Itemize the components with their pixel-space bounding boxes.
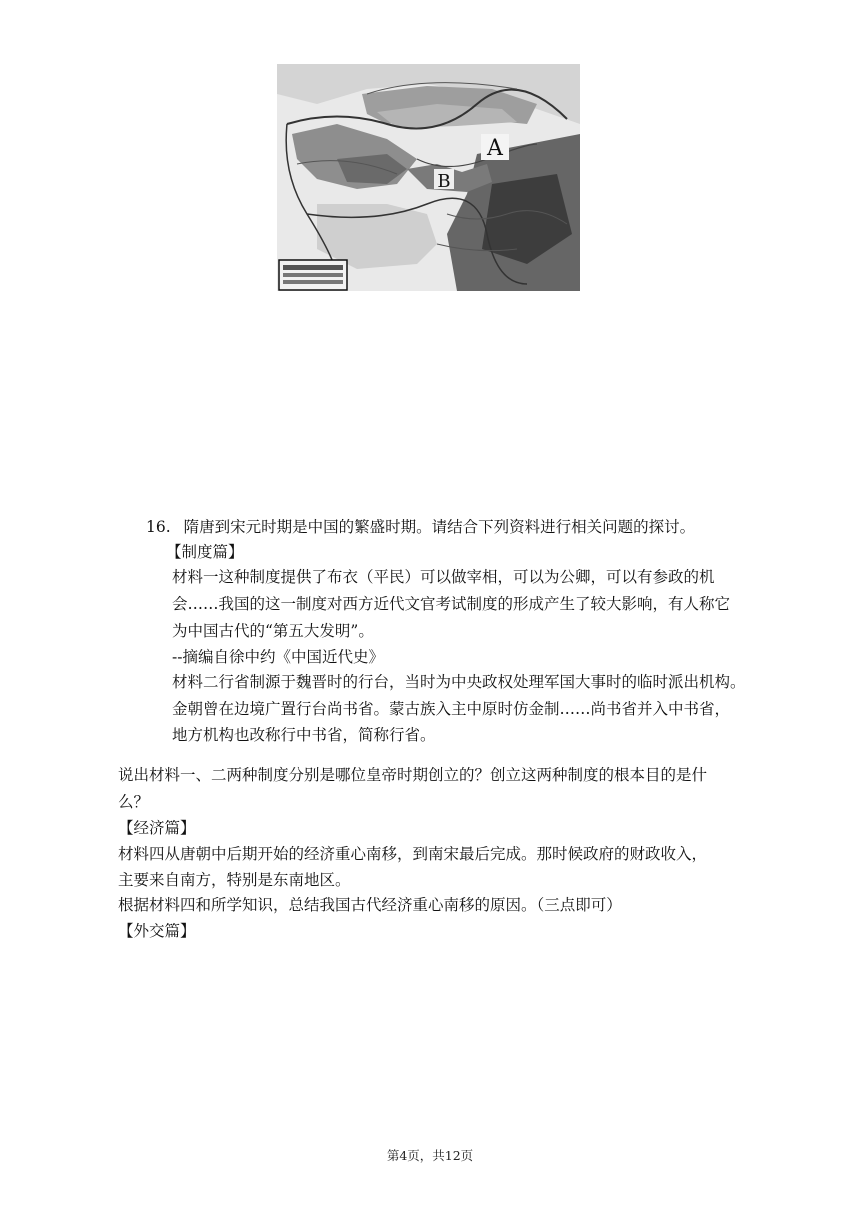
question-number: 16.	[146, 518, 171, 536]
material2-line3: 地方机构也改称行中书省，简称行省。	[172, 726, 436, 744]
question-ask1-line2: 么？	[118, 793, 150, 811]
section-heading-system: 【制度篇】	[166, 543, 244, 561]
material2-line1: 材料二行省制源于魏晋时的行台，当时为中央政权处理军国大事时的临时派出机构。	[172, 673, 746, 691]
historical-map-image	[277, 64, 580, 291]
question-16-stem	[146, 516, 695, 538]
page-footer: 第4页，共12页	[386, 1148, 474, 1163]
question-ask2: 根据材料四和所学知识，总结我国古代经济重心南移的原因。（三点即可）	[118, 896, 622, 914]
material2-line2: 金朝曾在边境广置行台尚书省。蒙古族入主中原时仿金制……尚书省并入中书省，	[172, 700, 731, 718]
material1-line2: 会……我国的这一制度对西方近代文官考试制度的形成产生了较大影响，有人称它	[172, 595, 731, 613]
section-heading-diplomacy: 【外交篇】	[118, 922, 196, 940]
material1-source: --摘编自徐中约《中国近代史》	[172, 648, 384, 666]
question-stem-text: 隋唐到宋元时期是中国的繁盛时期。请结合下列资料进行相关问题的探讨。	[183, 518, 696, 536]
section-heading-economy: 【经济篇】	[118, 819, 196, 837]
map-label-b: B	[437, 171, 451, 192]
material1-line3: 为中国古代的“第五大发明”。	[172, 622, 374, 640]
material4-line1: 材料四从唐朝中后期开始的经济重心南移，到南宋最后完成。那时候政府的财政收入，	[118, 845, 708, 863]
map-label-a: A	[487, 136, 503, 161]
material1-line1: 材料一这种制度提供了布衣（平民）可以做宰相，可以为公卿，可以有参政的机	[172, 568, 715, 586]
map-drawing	[277, 64, 580, 291]
question-ask1-line1: 说出材料一、二两种制度分别是哪位皇帝时期创立的？创立这两种制度的根本目的是什	[118, 766, 708, 784]
material4-line2: 主要来自南方，特别是东南地区。	[118, 871, 351, 889]
